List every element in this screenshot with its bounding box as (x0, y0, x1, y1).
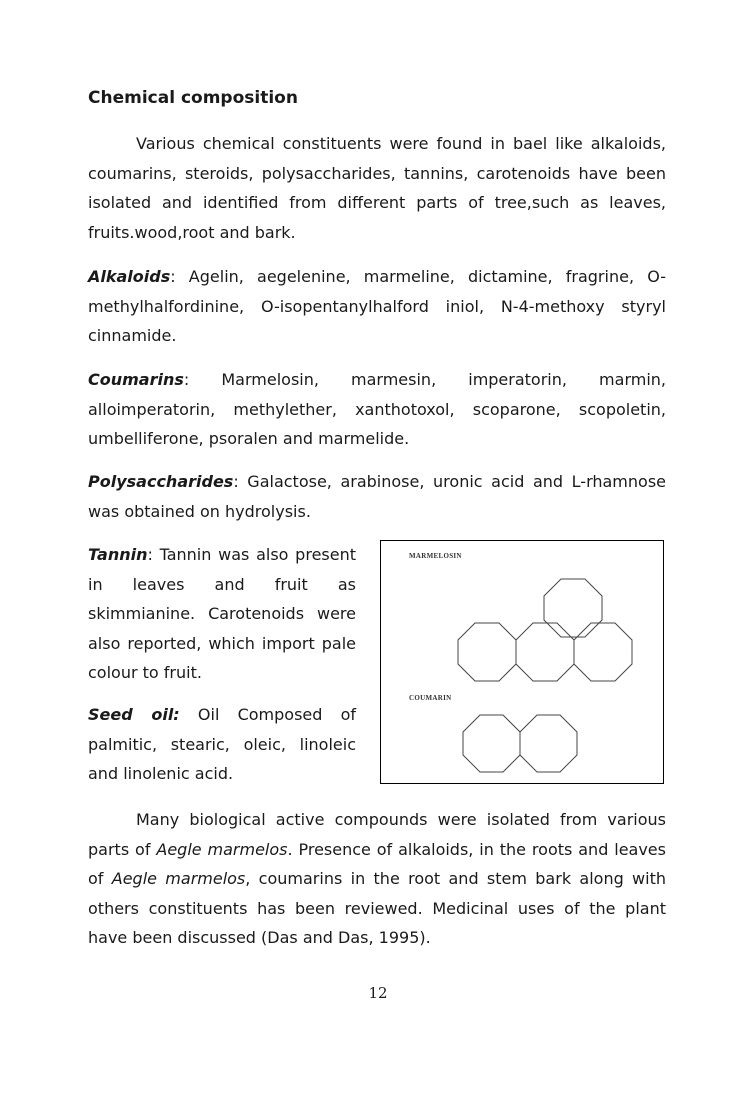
seed-oil-text: Oil Composed of palmitic, stearic, oleic, linoleic and linolenic acid. (88, 705, 357, 783)
marmelosin-ring-left (458, 623, 516, 681)
polysaccharides-lead: Polysaccharides (88, 472, 234, 491)
closing-text-1: Many biological active compounds were isolated from various parts of (88, 810, 666, 859)
seed-oil-paragraph (88, 700, 356, 789)
coumarin-ring-right (520, 715, 577, 772)
coumarin-label: COUMARIN (409, 694, 452, 702)
closing-text-2: . Presence of alkaloids, in the roots and leaves of (88, 839, 666, 888)
marmelosin-ring-top (544, 579, 602, 637)
closing-text-3: , coumarins in the root and stem bark along with others constituents has been reviewed. Medicinal uses of the plant have been discussed (Das and Das, 1995). (88, 869, 667, 947)
intro-paragraph: Various chemical constituents were found in bael like alkaloids, coumarins, steroids, polysaccharides, tannins, carotenoids have been isolated and identified from different parts of tree,such as leaves, fruits.wood,root and bark. (88, 134, 666, 242)
coumarin-ring-left (463, 715, 520, 772)
coumarins-lead: Coumarins (88, 370, 184, 389)
species-name-1: Aegle marmelos (156, 839, 288, 859)
marmelosin-label: MARMELOSIN (409, 552, 462, 560)
seed-oil-lead: Seed oil: (88, 705, 180, 724)
coumarins-paragraph (88, 365, 666, 454)
polysaccharides-paragraph (88, 467, 666, 526)
structure-figure (380, 540, 664, 784)
marmelosin-ring-middle (516, 623, 574, 681)
tannin-text: : Tannin was also present in leaves and fruit as skimmianine. Carotenoids were also reported, which import pale colour to fruit. (88, 545, 356, 682)
alkaloids-paragraph (88, 262, 666, 351)
section-heading: Chemical composition (88, 88, 298, 108)
closing-paragraph (88, 805, 666, 953)
tannin-paragraph (88, 540, 356, 688)
tannin-lead: Tannin (88, 545, 148, 564)
coumarins-text: : Marmelosin, marmesin, imperatorin, marmin, alloimperatorin, methylether, xanthotoxol, scoparone, scopoletin, umbelliferone, psoralen and marmelide. (88, 370, 666, 448)
species-name-2: Aegle marmelos (111, 869, 246, 888)
page-number: 12 (368, 984, 388, 1002)
marmelosin-ring-right (574, 623, 632, 681)
alkaloids-lead: Alkaloids (88, 267, 171, 286)
structure-diagram (381, 541, 662, 782)
alkaloids-text: : Agelin, aegelenine, marmeline, dictamine, fragrine, O-methylhalfordinine, O-isopentanylhalford iniol, N-4-methoxy styryl cinnamide. (88, 267, 666, 345)
polysaccharides-text: : Galactose, arabinose, uronic acid and L-rhamnose was obtained on hydrolysis. (88, 472, 666, 521)
